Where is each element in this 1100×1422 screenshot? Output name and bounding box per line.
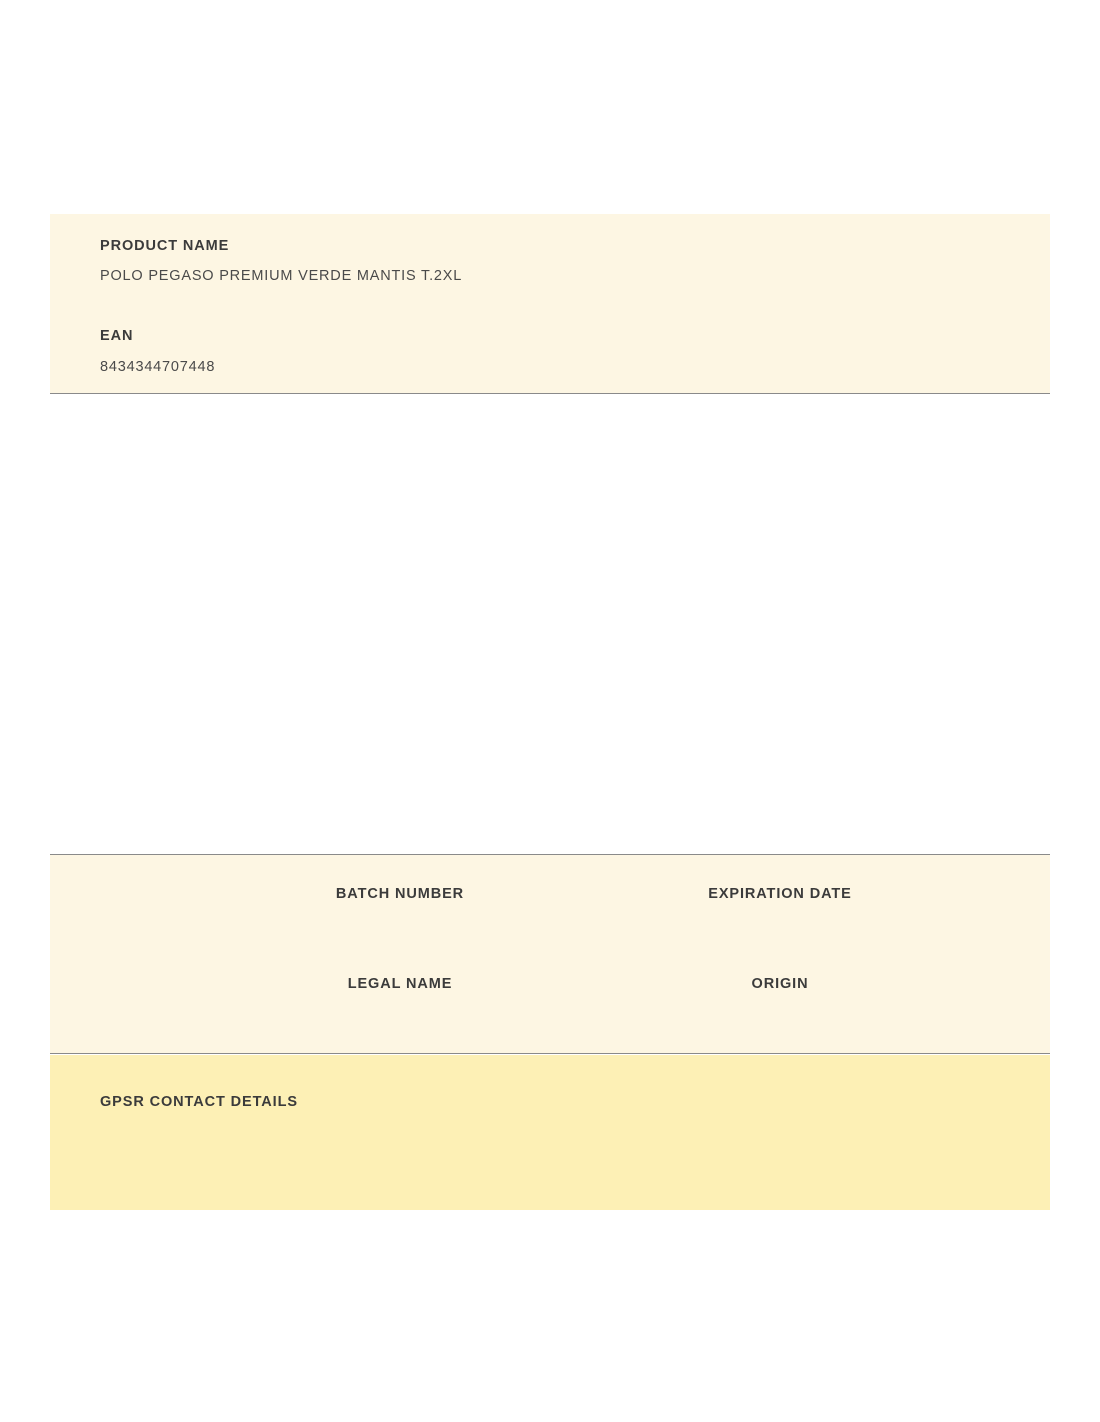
- blank-content-area: [50, 394, 1050, 854]
- product-info-block: [50, 214, 1050, 394]
- product-name-value: POLO PEGASO PREMIUM VERDE MANTIS T.2XL: [100, 268, 463, 284]
- legal-name-label: LEGAL NAME: [347, 976, 453, 992]
- expiration-date-label: EXPIRATION DATE: [708, 886, 852, 902]
- product-name-label: PRODUCT NAME: [100, 238, 230, 254]
- gpsr-contact-block: [50, 1055, 1050, 1210]
- product-details-block: [50, 854, 1050, 1054]
- ean-label: EAN: [100, 328, 134, 344]
- gpsr-contact-details-label: GPSR CONTACT DETAILS: [100, 1094, 298, 1110]
- origin-label: ORIGIN: [751, 976, 809, 992]
- ean-value: 8434344707448: [100, 359, 216, 375]
- batch-number-label: BATCH NUMBER: [335, 886, 465, 902]
